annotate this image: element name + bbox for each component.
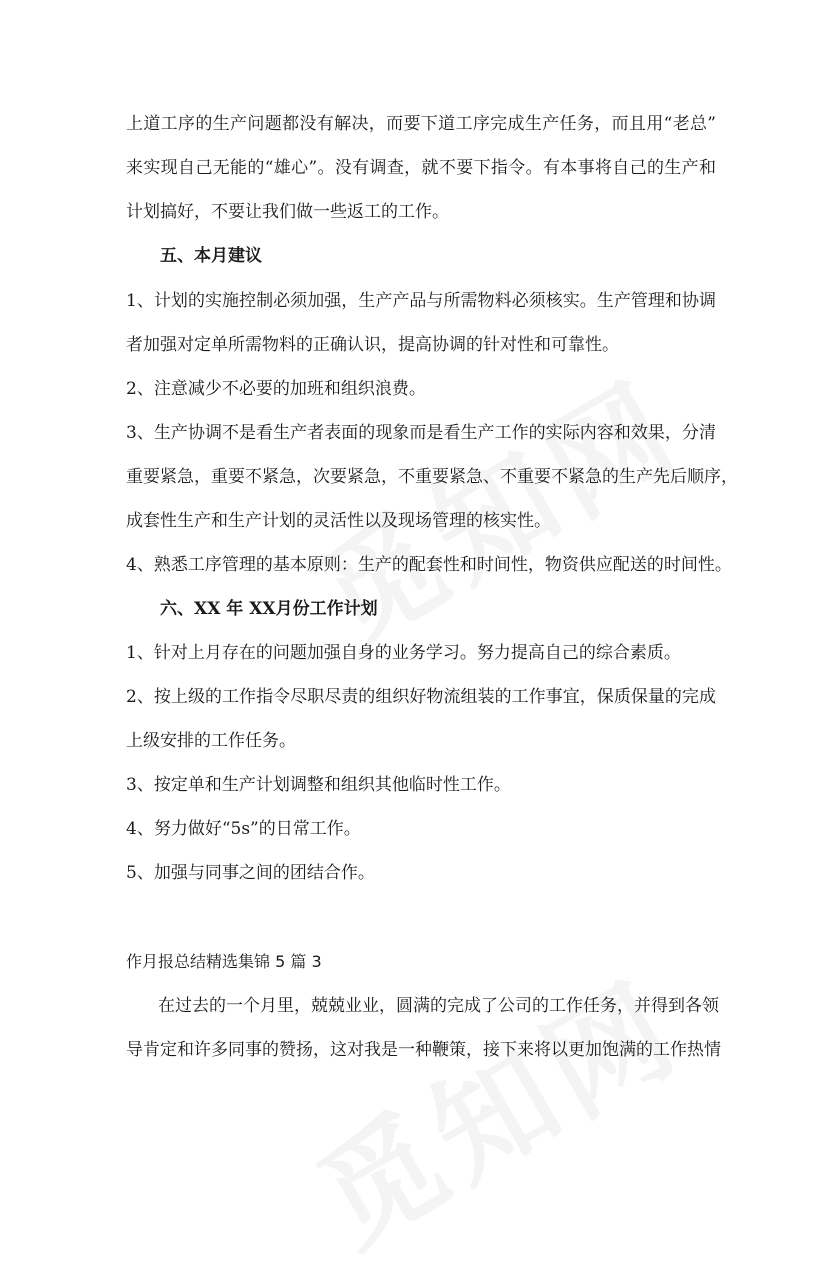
body-line: 1、针对上月存在的问题加强自身的业务学习。努力提高自己的综合素质。	[126, 643, 681, 663]
body-line: 在过去的一个月里，兢兢业业，圆满的完成了公司的工作任务，并得到各领	[158, 996, 719, 1016]
body-line: 上道工序的生产问题都没有解决，而要下道工序完成生产任务，而且用“老总”	[126, 114, 716, 134]
body-line: 者加强对定单所需物料的正确认识，提高协调的针对性和可靠性。	[126, 335, 619, 355]
section-heading-plan: 六、XX 年 XX月份工作计划	[160, 599, 378, 619]
body-line: 2、注意减少不必要的加班和组织浪费。	[126, 379, 426, 399]
body-line: 4、熟悉工序管理的基本原则：生产的配套性和时间性，物资供应配送的时间性。	[126, 555, 732, 575]
body-line: 重要紧急，重要不紧急，次要紧急，不重要紧急、不重要不紧急的生产先后顺序，	[126, 467, 738, 487]
body-line: 成套性生产和生产计划的灵活性以及现场管理的核实性。	[126, 511, 551, 531]
body-line: 5、加强与同事之间的团结合作。	[126, 863, 375, 883]
body-line: 3、生产协调不是看生产者表面的现象而是看生产工作的实际内容和效果，分清	[126, 423, 716, 443]
section-heading-suggestions: 五、本月建议	[160, 246, 262, 266]
article-title: 作月报总结精选集锦 5 篇 3	[126, 952, 322, 971]
body-line: 上级安排的工作任务。	[126, 731, 296, 751]
body-line: 来实现自己无能的“雄心”。没有调查，就不要下指令。有本事将自己的生产和	[126, 158, 716, 178]
body-line: 导肯定和许多同事的赞扬，这对我是一种鞭策，接下来将以更加饱满的工作热情	[126, 1040, 721, 1060]
watermark-logo-bottom	[283, 934, 707, 1278]
body-line: 4、努力做好“5s”的日常工作。	[126, 819, 361, 839]
body-line: 1、计划的实施控制必须加强，生产产品与所需物料必须核实。生产管理和协调	[126, 291, 716, 311]
body-line: 2、按上级的工作指令尽职尽责的组织好物流组装的工作事宜，保质保量的完成	[126, 687, 716, 707]
body-line: 3、按定单和生产计划调整和组织其他临时性工作。	[126, 775, 511, 795]
body-line: 计划搞好，不要让我们做一些返工的工作。	[126, 202, 449, 222]
